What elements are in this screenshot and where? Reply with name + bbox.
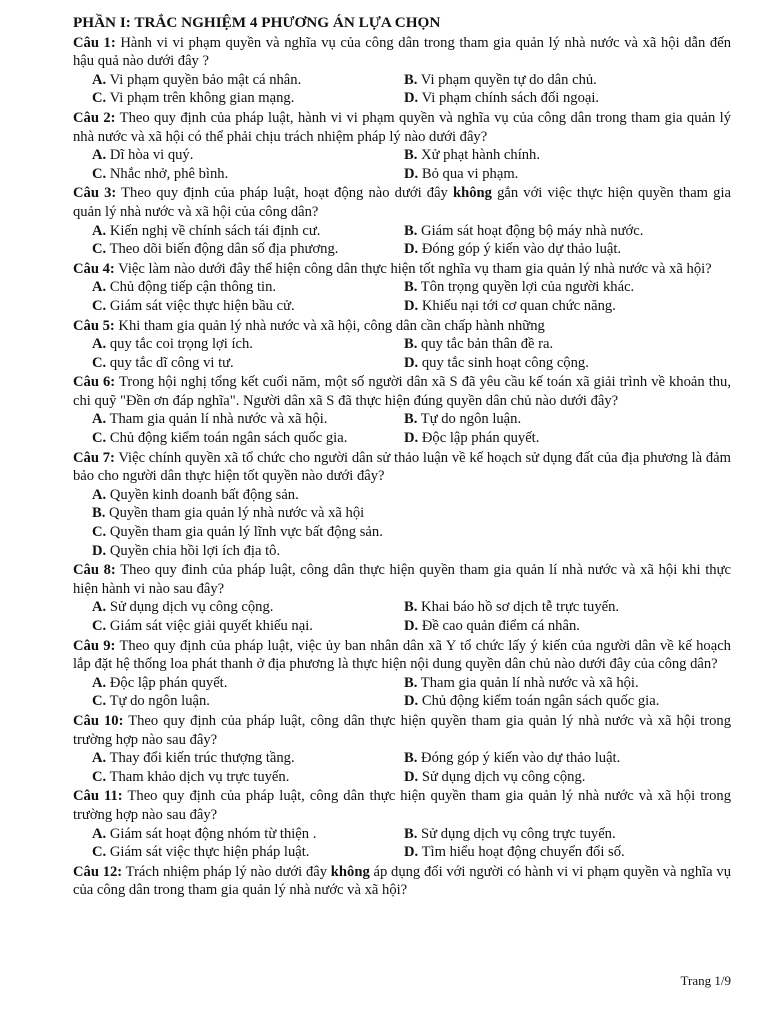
option-text: Tôn trọng quyền lợi của người khác.	[420, 279, 635, 296]
option-label: A.	[92, 279, 107, 296]
option-label: A.	[92, 71, 107, 88]
option-label: B.	[404, 147, 418, 164]
question-label: Câu 9:	[73, 637, 116, 654]
option-label: B.	[404, 674, 418, 691]
answer-options	[73, 749, 731, 786]
question-8	[73, 561, 731, 635]
answer-option	[404, 410, 716, 429]
question-text: Việc làm nào dưới đây thể hiện công dân thực hiện tốt nghĩa vụ tham gia quản lý nhà nước và xã hội?	[118, 260, 712, 277]
question-label: Câu 8:	[73, 562, 116, 579]
answer-option	[92, 692, 404, 711]
option-label: D.	[404, 354, 419, 371]
option-text: Sử dụng dịch vụ công cộng.	[109, 599, 274, 616]
question-label: Câu 4:	[73, 260, 115, 277]
answer-options	[73, 222, 731, 259]
question-text: Theo quy định của pháp luật, công dân thực hiện quyền tham gia quản lý nhà nước và xã hội trong trường hợp nào sau đây?	[73, 788, 731, 823]
option-text: Quyền tham gia quản lý nhà nước và xã hội	[109, 505, 365, 522]
answer-options	[73, 598, 731, 635]
option-text: Thay đổi kiến trúc thượng tầng.	[109, 750, 295, 767]
option-label: A.	[92, 411, 107, 428]
option-label: B.	[404, 222, 418, 239]
question-stem	[73, 863, 731, 900]
answer-option	[404, 71, 716, 90]
option-label: C.	[92, 354, 107, 371]
emphasis-text: không	[330, 863, 370, 880]
answer-option	[92, 335, 404, 354]
answer-option	[92, 617, 404, 636]
option-label: C.	[92, 618, 107, 634]
answer-option	[92, 410, 404, 429]
option-text: Độc lập phán quyết.	[109, 674, 228, 691]
answer-option	[404, 692, 716, 711]
option-label: D.	[404, 693, 419, 710]
option-label: C.	[92, 165, 107, 182]
option-label: D.	[404, 768, 419, 785]
question-4	[73, 260, 731, 316]
question-label: Câu 3:	[73, 185, 117, 202]
answer-option	[404, 297, 716, 316]
question-stem	[73, 109, 731, 146]
option-label: D.	[404, 844, 419, 861]
question-label: Câu 12:	[73, 863, 123, 880]
question-7	[73, 449, 731, 561]
page-number: Trang 1/9	[680, 973, 731, 988]
option-text: Sử dụng dịch vụ công trực tuyến.	[421, 825, 616, 842]
question-9	[73, 637, 731, 711]
answer-option	[404, 165, 716, 184]
option-text: Đề cao quản điểm cá nhân.	[421, 618, 580, 634]
option-text: Giám sát hoạt động bộ máy nhà nước.	[421, 222, 644, 239]
answer-option	[92, 749, 404, 768]
option-text: quy tắc dĩ công vi tư.	[109, 354, 234, 371]
answer-option	[404, 749, 716, 768]
question-text: gắn với việc thực hiện quyền tham gia quản lý nhà nước và xã hội của công dân?	[73, 185, 731, 220]
option-text: quy tắc coi trọng lợi ích.	[109, 336, 253, 353]
question-label: Câu 11:	[73, 788, 123, 805]
option-label: C.	[92, 430, 107, 447]
option-label: D.	[404, 241, 419, 258]
question-text: Theo quy định của pháp luật, việc ủy ban nhân dân xã Y tổ chức lấy ý kiến của người dân về kế hoạch lắp đặt hệ thống loa phát thanh ở địa phương là thực hiện nội dung quyền dân chủ nào dưới đây của công dân?	[73, 637, 731, 673]
option-text: Sử dụng dịch vụ công cộng.	[421, 768, 586, 785]
option-label: D.	[404, 165, 419, 182]
option-label: A.	[92, 147, 107, 164]
answer-option	[404, 89, 716, 108]
question-text: Theo quy đinh của pháp luật, công dân thực hiện quyền tham gia quản lí nhà nước và xã hội khi thực hiện hành vi nào sau đây?	[73, 562, 731, 597]
option-text: Vi phạm quyền bảo mật cá nhân.	[109, 71, 302, 88]
option-label: A.	[92, 825, 107, 842]
emphasis-text: không	[453, 185, 492, 202]
answer-option	[404, 278, 716, 297]
answer-option	[92, 222, 404, 241]
answer-option	[404, 354, 716, 373]
question-10	[73, 712, 731, 786]
answer-option	[92, 486, 731, 505]
answer-option	[404, 617, 716, 636]
option-label: A.	[92, 222, 107, 239]
answer-option	[404, 768, 716, 787]
option-text: Khiếu nại tới cơ quan chức năng.	[421, 297, 616, 314]
question-stem	[73, 449, 731, 486]
answer-option	[92, 504, 731, 523]
question-text: áp dụng đối với người có hành vi vi phạm quyền và nghĩa vụ của công dân trong tham gia quản lý nhà nước và xã hội?	[73, 863, 731, 899]
answer-options	[73, 278, 731, 315]
answer-option	[92, 146, 404, 165]
option-label: B.	[404, 599, 418, 616]
question-text: Trong hội nghị tổng kết cuối năm, một số người dân xã S đã yêu cầu kế toán xã giải trình về khoản thu, chi quỹ "Đền ơn đáp nghĩa". Người dân xã S đã thực hiện đúng quyền dân chủ nào dưới đây?	[73, 374, 731, 409]
option-label: B.	[404, 411, 418, 428]
option-label: D.	[404, 297, 419, 314]
option-label: A.	[92, 336, 107, 353]
option-label: C.	[92, 524, 107, 541]
question-text: Theo quy định của pháp luật, hoạt động nào dưới đây	[121, 185, 453, 202]
option-label: A.	[92, 599, 107, 616]
option-text: Dĩ hòa vi quý.	[109, 147, 194, 164]
answer-option	[404, 146, 716, 165]
option-label: D.	[404, 430, 419, 447]
question-label: Câu 1:	[73, 34, 116, 51]
option-text: Chủ động kiểm toán ngân sách quốc gia.	[421, 693, 660, 710]
question-list	[73, 34, 731, 900]
question-6	[73, 373, 731, 447]
answer-option	[404, 843, 716, 862]
question-1	[73, 34, 731, 108]
question-stem	[73, 34, 731, 71]
option-text: Giám sát việc thực hiện bầu cử.	[109, 297, 295, 314]
question-text: Hành vi vi phạm quyền và nghĩa vụ của công dân trong tham gia quản lý nhà nước và xã hội dẫn đến hậu quả nào dưới đây ?	[73, 34, 732, 70]
option-label: A.	[92, 674, 107, 691]
question-stem	[73, 184, 731, 221]
question-12	[73, 863, 731, 900]
option-label: A.	[92, 486, 107, 503]
answer-options	[73, 71, 731, 108]
option-text: Quyền kinh doanh bất động sản.	[109, 486, 299, 503]
answer-option	[404, 598, 716, 617]
question-stem	[73, 712, 731, 749]
option-text: Khai báo hồ sơ dịch tễ trực tuyến.	[421, 599, 620, 616]
option-text: Chủ động kiểm toán ngân sách quốc gia.	[109, 430, 348, 447]
question-label: Câu 10:	[73, 712, 124, 729]
question-stem	[73, 373, 731, 410]
option-text: Giám sát việc giải quyết khiếu nại.	[109, 618, 313, 634]
option-label: C.	[92, 241, 107, 258]
answer-option	[404, 429, 716, 448]
answer-options	[73, 825, 731, 862]
option-text: Độc lập phán quyết.	[421, 430, 540, 447]
question-text: Theo quy định của pháp luật, hành vi vi phạm quyền và nghĩa vụ của công dân trong tham gia quản lý nhà nước và xã hội có thể phải chịu trách nhiệm pháp lý nào dưới đây?	[73, 109, 732, 145]
answer-option	[404, 825, 716, 844]
option-label: A.	[92, 750, 107, 767]
question-label: Câu 5:	[73, 317, 115, 334]
answer-option	[92, 768, 404, 787]
answer-option	[404, 674, 716, 693]
answer-option	[92, 674, 404, 693]
answer-options	[73, 486, 731, 560]
option-text: Tự do ngôn luận.	[109, 693, 210, 710]
answer-option	[92, 240, 404, 259]
answer-options	[73, 335, 731, 372]
section-title: PHẦN I: TRẮC NGHIỆM 4 PHƯƠNG ÁN LỰA CHỌN	[73, 14, 441, 31]
option-text: Quyền chia hồi lợi ích địa tô.	[109, 542, 281, 559]
option-text: Quyền tham gia quản lý lĩnh vực bất động sản.	[109, 524, 383, 541]
question-stem	[73, 561, 731, 598]
option-text: Giám sát việc thực hiện pháp luật.	[109, 844, 310, 861]
option-text: Nhắc nhở, phê bình.	[109, 165, 229, 182]
option-label: B.	[404, 71, 418, 88]
answer-option	[92, 429, 404, 448]
option-label: C.	[92, 844, 107, 861]
question-3	[73, 184, 731, 258]
answer-options	[73, 674, 731, 711]
answer-option	[92, 542, 731, 561]
option-label: C.	[92, 297, 107, 314]
question-11	[73, 787, 731, 861]
question-5	[73, 317, 731, 373]
answer-option	[92, 297, 404, 316]
answer-option	[92, 523, 731, 542]
option-text: Tham gia quản lí nhà nước và xã hội.	[109, 411, 328, 428]
question-text: Theo quy định của pháp luật, công dân thực hiện quyền tham gia quản lý nhà nước và xã hội trong trường hợp nào sau đây?	[73, 712, 731, 748]
option-label: D.	[404, 90, 419, 107]
option-text: Tự do ngôn luận.	[420, 411, 522, 428]
answer-option	[92, 825, 404, 844]
option-text: Vi phạm chính sách đối ngoại.	[421, 90, 600, 107]
option-text: quy tắc sinh hoạt công cộng.	[421, 354, 589, 371]
question-2	[73, 109, 731, 183]
option-label: C.	[92, 693, 107, 710]
question-text: Việc chính quyền xã tổ chức cho người dân sử thảo luận về kế hoạch sử dụng đất của địa phương là đảm bảo cho người dân thực hiện tốt quyền nào dưới đây?	[73, 449, 731, 485]
answer-option	[92, 89, 404, 108]
question-text: Trách nhiệm pháp lý nào dưới đây	[125, 863, 331, 880]
option-text: Kiến nghị về chính sách tái định cư.	[109, 222, 321, 239]
answer-option	[92, 278, 404, 297]
question-label: Câu 6:	[73, 374, 116, 391]
question-label: Câu 7:	[73, 449, 115, 466]
option-label: B.	[404, 750, 418, 767]
option-text: quy tắc bản thân đề ra.	[421, 336, 554, 353]
option-label: B.	[404, 279, 418, 296]
answer-option	[92, 71, 404, 90]
answer-options	[73, 410, 731, 447]
option-label: B.	[404, 336, 418, 353]
answer-option	[92, 598, 404, 617]
option-text: Đóng góp ý kiến vào dự thảo luật.	[421, 750, 621, 767]
option-text: Đóng góp ý kiến vào dự thảo luật.	[421, 241, 622, 258]
option-text: Tham gia quản lí nhà nước và xã hội.	[420, 674, 639, 691]
option-text: Chủ động tiếp cận thông tin.	[109, 279, 277, 296]
answer-option	[404, 222, 716, 241]
question-stem	[73, 637, 731, 674]
answer-option	[404, 335, 716, 354]
option-label: B.	[92, 505, 106, 522]
option-label: C.	[92, 768, 107, 785]
option-text: Giám sát hoạt động nhóm từ thiện .	[109, 825, 317, 842]
answer-option	[92, 165, 404, 184]
answer-option	[92, 354, 404, 373]
answer-options	[73, 146, 731, 183]
option-label: B.	[404, 825, 418, 842]
option-text: Xử phạt hành chính.	[421, 147, 541, 164]
answer-option	[404, 240, 716, 259]
question-stem	[73, 260, 731, 279]
option-text: Vi phạm trên không gian mạng.	[109, 90, 295, 107]
option-label: D.	[404, 618, 419, 634]
option-text: Tham khảo dịch vụ trực tuyến.	[109, 768, 290, 785]
answer-option	[92, 843, 404, 862]
question-stem	[73, 317, 731, 336]
option-label: C.	[92, 90, 107, 107]
option-label: D.	[92, 542, 107, 559]
document-page	[73, 14, 731, 900]
option-text: Theo dõi biến động dân số địa phương.	[109, 241, 339, 258]
option-text: Tìm hiểu hoạt động chuyển đổi số.	[421, 844, 625, 861]
option-text: Vi phạm quyền tự do dân chủ.	[420, 71, 597, 88]
question-label: Câu 2:	[73, 109, 116, 126]
question-stem	[73, 787, 731, 824]
question-text: Khi tham gia quản lý nhà nước và xã hội, công dân cần chấp hành những	[118, 317, 545, 334]
option-text: Bỏ qua vi phạm.	[421, 165, 519, 182]
